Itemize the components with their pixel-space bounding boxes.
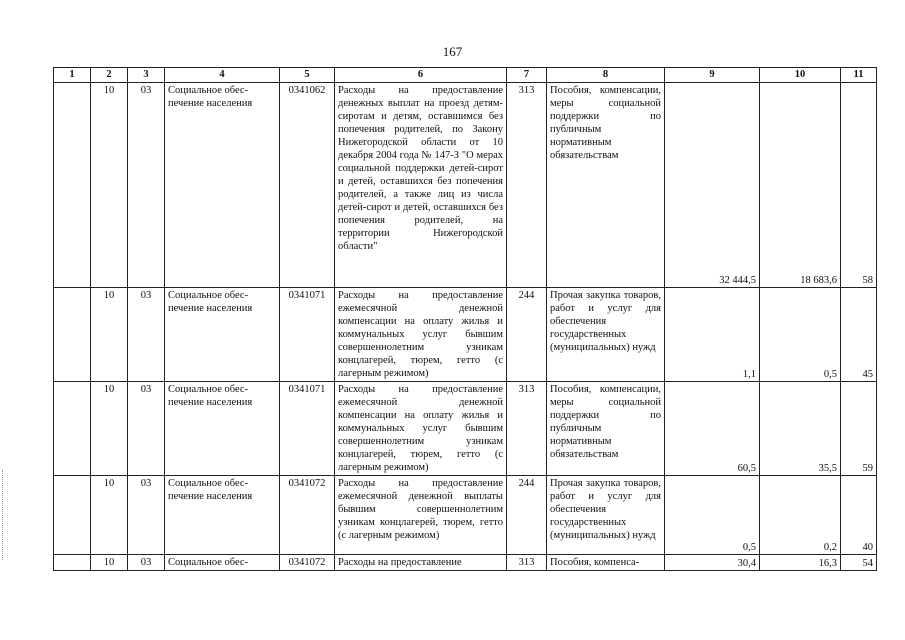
cell-actual: 16,3 [760, 555, 841, 571]
header-cell: 4 [165, 68, 280, 83]
cell-section: 10 [91, 476, 128, 555]
cell-expense-type: 313 [507, 555, 547, 571]
cell-plan: 30,4 [665, 555, 760, 571]
cell-percent: 58 [841, 83, 877, 288]
cell-subsection: 03 [128, 83, 165, 288]
cell-section-name: Социальное обес-печение населения [165, 476, 280, 555]
header-cell: 11 [841, 68, 877, 83]
cell-description: Расходы на предоставление ежемесячной денежной компенсации на оплату жилья и коммунальных услуг бывшим совершеннолетним узникам концлагерей, тюрем, гетто (с лагерным режимом) [335, 288, 507, 382]
cell-description: Расходы на предоставление [335, 555, 507, 571]
table-row [54, 288, 877, 382]
cell-subsection: 03 [128, 288, 165, 382]
cell-subsection: 03 [128, 476, 165, 555]
table-row [54, 555, 877, 571]
cell-col1 [54, 555, 91, 571]
cell-col1 [54, 382, 91, 476]
cell-expense-name: Пособия, компенсации, меры социальной поддержки по публичным нормативным обязательствам [547, 83, 665, 288]
cell-target-code: 0341071 [280, 288, 335, 382]
cell-section: 10 [91, 83, 128, 288]
cell-col1 [54, 288, 91, 382]
table-row [54, 476, 877, 555]
cell-section-name: Социальное обес-печение населения [165, 83, 280, 288]
cell-plan: 60,5 [665, 382, 760, 476]
cell-section: 10 [91, 288, 128, 382]
cell-target-code: 0341071 [280, 382, 335, 476]
cell-expense-name: Пособия, компенса- [547, 555, 665, 571]
cell-section-name: Социальное обес-печение населения [165, 382, 280, 476]
cell-expense-type: 313 [507, 382, 547, 476]
header-cell: 1 [54, 68, 91, 83]
cell-actual: 18 683,6 [760, 83, 841, 288]
header-cell: 5 [280, 68, 335, 83]
table-row [54, 382, 877, 476]
cell-target-code: 0341072 [280, 476, 335, 555]
header-row [54, 68, 877, 83]
cell-actual: 35,5 [760, 382, 841, 476]
cell-col1 [54, 476, 91, 555]
cell-plan: 1,1 [665, 288, 760, 382]
cell-target-code: 0341062 [280, 83, 335, 288]
cell-expense-type: 313 [507, 83, 547, 288]
cell-actual: 0,2 [760, 476, 841, 555]
cell-plan: 32 444,5 [665, 83, 760, 288]
cell-actual: 0,5 [760, 288, 841, 382]
cell-expense-name: Прочая закупка товаров, работ и услуг для обеспечения государственных (муниципальных) нужд [547, 476, 665, 555]
cell-description: Расходы на предоставление ежемесячной денежной компенсации на оплату жилья и коммунальных услуг бывшим совершеннолетним узникам концлагерей, тюрем, гетто (с лагерным режимом) [335, 382, 507, 476]
header-cell: 9 [665, 68, 760, 83]
cell-subsection: 03 [128, 555, 165, 571]
cell-description: Расходы на предоставление ежемесячной денежной выплаты бывшим совершеннолетним узникам концлагерей, тюрем, гетто (с лагерным режимом) [335, 476, 507, 555]
cell-target-code: 0341072 [280, 555, 335, 571]
header-cell: 3 [128, 68, 165, 83]
budget-table [53, 67, 877, 571]
cell-plan: 0,5 [665, 476, 760, 555]
header-cell: 7 [507, 68, 547, 83]
scan-margin-mark [2, 470, 4, 560]
cell-expense-name: Пособия, компенсации, меры социальной поддержки по публичным нормативным обязательствам [547, 382, 665, 476]
header-cell: 2 [91, 68, 128, 83]
table-row [54, 83, 877, 288]
cell-expense-type: 244 [507, 288, 547, 382]
header-cell: 10 [760, 68, 841, 83]
cell-col1 [54, 83, 91, 288]
cell-expense-type: 244 [507, 476, 547, 555]
cell-section: 10 [91, 555, 128, 571]
header-cell: 8 [547, 68, 665, 83]
cell-percent: 59 [841, 382, 877, 476]
page-number: 167 [442, 44, 463, 59]
cell-percent: 40 [841, 476, 877, 555]
cell-expense-name: Прочая закупка товаров, работ и услуг для обеспечения государственных (муниципальных) нужд [547, 288, 665, 382]
cell-subsection: 03 [128, 382, 165, 476]
cell-percent: 45 [841, 288, 877, 382]
cell-section-name: Социальное обес- [165, 555, 280, 571]
header-cell: 6 [335, 68, 507, 83]
cell-section: 10 [91, 382, 128, 476]
cell-percent: 54 [841, 555, 877, 571]
cell-section-name: Социальное обес-печение населения [165, 288, 280, 382]
cell-description: Расходы на предоставление денежных выплат на проезд детям-сиротам и детям, оставшимся без попечения родителей, по Закону Нижегородской области от 10 декабря 2004 года № 147-З "О мерах социальной поддержки детей-сирот и детей, оставшихся без попечения родителей, а также лиц из числа детей-сирот и детей, оставшихся без попечения родителей, на территории Нижегородской области" [335, 83, 507, 288]
